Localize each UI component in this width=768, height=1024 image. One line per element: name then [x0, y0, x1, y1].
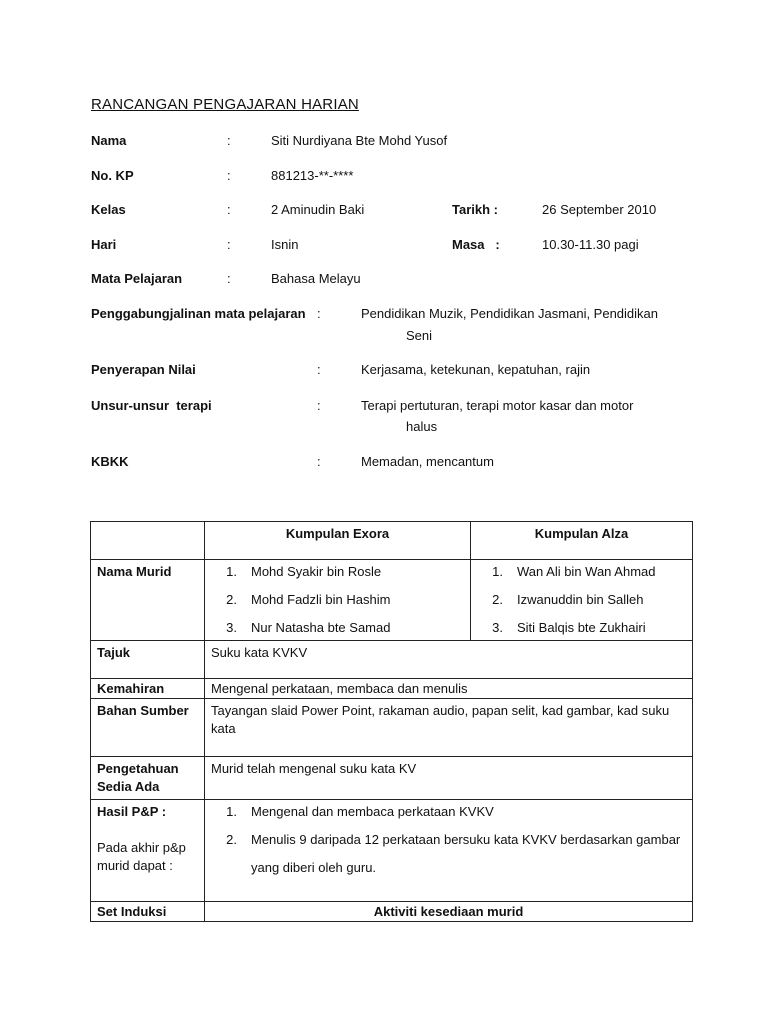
penggabungjalinan-colon: :	[317, 306, 321, 321]
unsur-colon: :	[317, 398, 321, 413]
hasil-item-text: Menulis 9 daripada 12 perkataan bersuku kata KVKV berdasarkan gambar yang diberi oleh guru.	[251, 832, 681, 875]
penyerapan-value: Kerjasama, ketekunan, kepatuhan, rajin	[361, 362, 591, 377]
no-kp-label: No. KP	[91, 168, 134, 183]
student-name: Nur Natasha bte Samad	[251, 620, 391, 635]
no-kp-colon: :	[227, 168, 231, 183]
penyerapan-label: Penyerapan Nilai	[91, 362, 196, 377]
kbkk-value: Memadan, mencantum	[361, 454, 494, 469]
kemahiran-row	[91, 679, 693, 699]
pengetahuan-label-cell	[91, 757, 205, 800]
bahan-sumber-label: Bahan Sumber	[91, 699, 205, 757]
exora-student-list	[211, 563, 464, 637]
nama-label: Nama	[91, 133, 127, 148]
hasil-item-text: Mengenal dan membaca perkataan KVKV	[251, 804, 494, 819]
set-induksi-row	[91, 902, 693, 922]
hasil-label: Hasil P&P :	[97, 804, 167, 819]
hasil-value-cell	[205, 800, 693, 902]
header-kumpulan-exora: Kumpulan Exora	[205, 522, 471, 560]
set-induksi-value: Aktiviti kesediaan murid	[205, 902, 693, 922]
hasil-list	[211, 803, 686, 882]
set-induksi-label: Set Induksi	[91, 902, 205, 922]
pengetahuan-row	[91, 757, 693, 800]
header-kumpulan-alza: Kumpulan Alza	[471, 522, 693, 560]
list-item	[211, 826, 686, 882]
tajuk-label: Tajuk	[91, 641, 205, 679]
nama-colon: :	[227, 133, 231, 148]
list-number: 3.	[492, 620, 503, 635]
lesson-plan-table	[90, 521, 693, 922]
kelas-label: Kelas	[91, 202, 126, 217]
mata-pelajaran-colon: :	[227, 271, 231, 286]
bahan-sumber-value: Tayangan slaid Power Point, rakaman audio, papan selit, kad gambar, kad suku kata	[205, 699, 693, 757]
nama-murid-row	[91, 560, 693, 641]
hasil-label-cell	[91, 800, 205, 902]
pengetahuan-label-2: Sedia Ada	[97, 779, 160, 794]
list-item	[477, 591, 686, 619]
list-item	[477, 619, 686, 637]
alza-students-cell	[471, 560, 693, 641]
kemahiran-value: Mengenal perkataan, membaca dan menulis	[205, 679, 693, 699]
pengetahuan-label-1: Pengetahuan	[97, 761, 179, 776]
no-kp-value: 881213-**-****	[271, 168, 354, 183]
hasil-row	[91, 800, 693, 902]
list-number: 2.	[226, 592, 237, 607]
list-number: 3.	[226, 620, 237, 635]
list-item	[477, 563, 686, 591]
tarikh-label: Tarikh :	[452, 202, 498, 217]
student-name: Izwanuddin bin Salleh	[517, 592, 644, 607]
list-number: 1.	[226, 804, 237, 819]
penggabungjalinan-value-2: Seni	[406, 328, 433, 343]
tajuk-row	[91, 641, 693, 679]
kbkk-colon: :	[317, 454, 321, 469]
hari-value: Isnin	[271, 237, 299, 252]
list-number: 1.	[226, 564, 237, 579]
page-title: RANCANGAN PENGAJARAN HARIAN	[91, 96, 359, 113]
penggabungjalinan-value-1: Pendidikan Muzik, Pendidikan Jasmani, Pendidikan	[361, 306, 659, 321]
masa-label: Masa :	[452, 237, 500, 252]
student-name: Wan Ali bin Wan Ahmad	[517, 564, 656, 579]
tarikh-value: 26 September 2010	[542, 202, 657, 217]
list-item	[211, 563, 464, 591]
kemahiran-label: Kemahiran	[91, 679, 205, 699]
hasil-sublabel: Pada akhir p&p murid dapat :	[97, 840, 186, 873]
nama-value: Siti Nurdiyana Bte Mohd Yusof	[271, 133, 448, 148]
exora-students-cell	[205, 560, 471, 641]
list-number: 1.	[492, 564, 503, 579]
kelas-value: 2 Aminudin Baki	[271, 202, 365, 217]
alza-student-list	[477, 563, 686, 637]
list-item	[211, 619, 464, 637]
list-item	[211, 591, 464, 619]
list-number: 2.	[226, 832, 237, 847]
mata-pelajaran-label: Mata Pelajaran	[91, 271, 183, 286]
masa-value: 10.30-11.30 pagi	[542, 237, 639, 252]
pengetahuan-value: Murid telah mengenal suku kata KV	[205, 757, 693, 800]
nama-murid-label: Nama Murid	[91, 560, 205, 641]
bahan-sumber-row	[91, 699, 693, 757]
kbkk-label: KBKK	[91, 454, 129, 469]
unsur-value-1: Terapi pertuturan, terapi motor kasar dan motor	[361, 398, 634, 413]
kelas-colon: :	[227, 202, 231, 217]
mata-pelajaran-value: Bahasa Melayu	[271, 271, 361, 286]
table-header-row	[91, 522, 693, 560]
student-name: Mohd Syakir bin Rosle	[251, 564, 382, 579]
tajuk-value: Suku kata KVKV	[205, 641, 693, 679]
penggabungjalinan-label: Penggabungjalinan mata pelajaran	[91, 306, 306, 321]
list-number: 2.	[492, 592, 503, 607]
unsur-label: Unsur-unsur terapi	[91, 398, 212, 413]
hari-colon: :	[227, 237, 231, 252]
header-empty-cell	[91, 522, 205, 560]
student-name: Siti Balqis bte Zukhairi	[517, 620, 646, 635]
student-name: Mohd Fadzli bin Hashim	[251, 592, 391, 607]
penyerapan-colon: :	[317, 362, 321, 377]
hari-label: Hari	[91, 237, 117, 252]
unsur-value-2: halus	[406, 419, 438, 434]
